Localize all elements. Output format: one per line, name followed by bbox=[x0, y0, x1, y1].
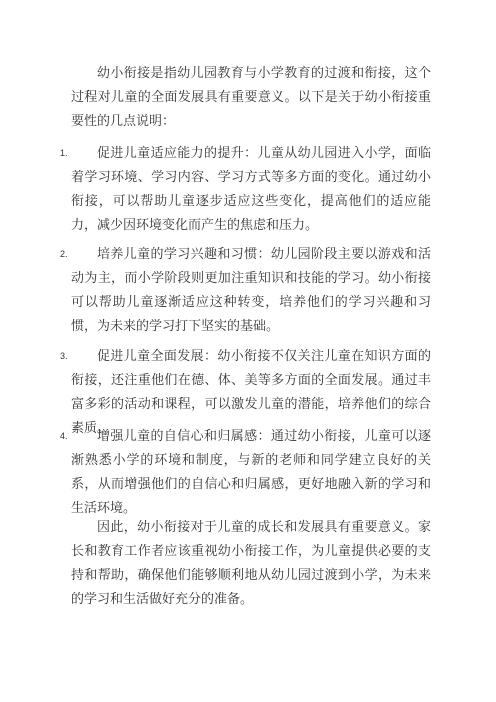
list-item-number: 4. bbox=[60, 431, 68, 441]
conclusion-paragraph: 因此，幼小衔接对于儿童的成长和发展具有重要意义。家长和教育工作者应该重视幼小衔接工作，为儿童提供必要的支持和帮助，确保他们能够顺利地从幼儿园过渡到小学，为未来的学习和生活做好充分的准备。 bbox=[71, 520, 431, 607]
list-item-text: 增强儿童的自信心和归属感：通过幼小衔接，儿童可以逐渐熟悉小学的环境和制度，与新的老师和同学建立良好的关系，从而增强他们的自信心和归属感，更好地融入新的学习和生活环境。 bbox=[71, 429, 431, 516]
list-item-text: 培养儿童的学习兴趣和习惯：幼儿园阶段主要以游戏和活动为主，而小学阶段则更加注重知识和技能的学习。幼小衔接可以帮助儿童逐渐适应这种转变，培养他们的学习兴趣和习惯，为未来的学习打下坚实的基础。 bbox=[71, 247, 431, 334]
list-item-number: 3. bbox=[60, 351, 68, 361]
list-item-number: 1. bbox=[60, 148, 68, 158]
list-item-text: 促进儿童全面发展：幼小衔接不仅关注儿童在知识方面的衔接，还注重他们在德、体、美等多方面的全面发展。通过丰富多彩的活动和课程，可以激发儿童的潜能，培养他们的综合素质。 bbox=[71, 349, 431, 436]
list-item-number: 2. bbox=[60, 249, 68, 259]
intro-paragraph: 幼小衔接是指幼儿园教育与小学教育的过渡和衔接，这个过程对儿童的全面发展具有重要意义。以下是关于幼小衔接重要性的几点说明： bbox=[71, 66, 431, 129]
list-item-text: 促进儿童适应能力的提升：儿童从幼儿园进入小学，面临着学习环境、学习内容、学习方式等多方面的变化。通过幼小衔接，可以帮助儿童逐步适应这些变化，提高他们的适应能力，减少因环境变化而产生的焦虑和压力。 bbox=[71, 146, 431, 233]
